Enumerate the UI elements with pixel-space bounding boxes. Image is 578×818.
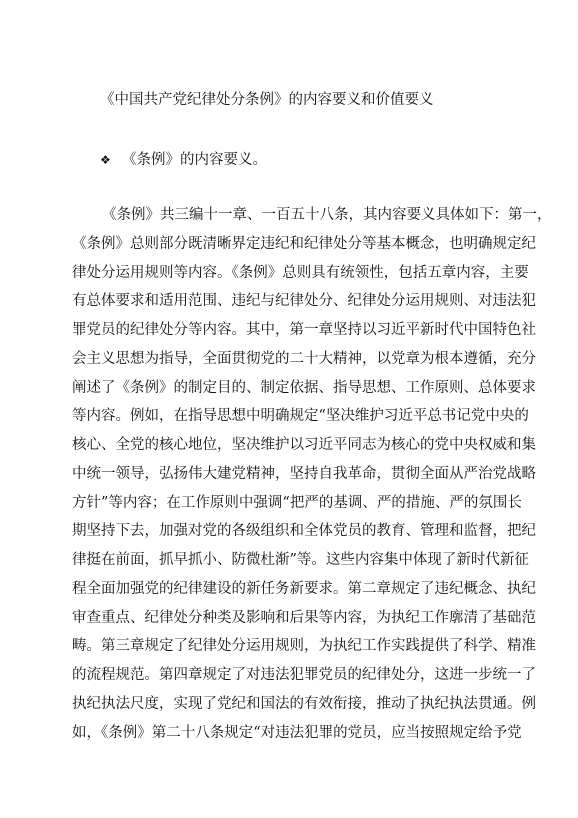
section-heading bbox=[100, 150, 267, 170]
paragraph-line: 期坚持下去，加强对党的各级组织和全体党员的教育、管理和监督，把纪 bbox=[72, 523, 536, 540]
diamond-bullet-icon: ❖ bbox=[100, 153, 111, 167]
paragraph-line: 方针”等内容；在工作原则中强调“把严的基调、严的措施、严的氛围长 bbox=[72, 494, 522, 511]
section-heading-text: 《条例》的内容要义。 bbox=[122, 152, 267, 168]
paragraph-line: 会主义思想为指导，全面贯彻党的二十大精神，以党章为根本遵循，充分 bbox=[72, 350, 536, 367]
paragraph-line: 程全面加强党的纪律建设的新任务新要求。第二章规定了违纪概念、执纪 bbox=[72, 580, 536, 597]
paragraph-line: 核心、全党的核心地位，坚决维护以习近平同志为核心的党中央权威和集 bbox=[72, 437, 536, 453]
paragraph-line: 《条例》共三编十一章、一百五十八条，其内容要义具体如下：第一， bbox=[102, 207, 552, 223]
paragraph-line: 畴。第三章规定了纪律处分运用规则，为执纪工作实践提供了科学、精准 bbox=[72, 638, 536, 655]
paragraph-line: 中统一领导，弘扬伟大建党精神，坚持自我革命，贯彻全面从严治党战略 bbox=[72, 465, 536, 482]
paragraph-line: 律处分运用规则等内容。《条例》总则具有统领性，包括五章内容，主要 bbox=[72, 264, 529, 281]
paragraph-line: 律挺在前面，抓早抓小、防微杜渐”等。这些内容集中体现了新时代新征 bbox=[72, 552, 529, 568]
paragraph-line: 审查重点、纪律处分种类及影响和后果等内容，为执纪工作廓清了基础范 bbox=[72, 609, 536, 626]
paragraph-line: 等内容。例如，在指导思想中明确规定“坚决维护习近平总书记党中央的 bbox=[72, 408, 529, 425]
paragraph-line: 的流程规范。第四章规定了对违法犯罪党员的纪律处分，这进一步统一了 bbox=[72, 667, 536, 683]
paragraph-line: 执纪执法尺度，实现了党纪和国法的有效衔接，推动了执纪执法贯通。例 bbox=[72, 695, 536, 712]
document-title: 《中国共产党纪律处分条例》的内容要义和价值要义 bbox=[100, 92, 434, 108]
paragraph-line: 《条例》总则部分既清晰界定违纪和纪律处分等基本概念，也明确规定纪 bbox=[72, 235, 536, 252]
paragraph-line: 如，《条例》第二十八条规定“对违法犯罪的党员，应当按照规定给予党 bbox=[72, 724, 522, 741]
paragraph-line: 阐述了《条例》的制定目的、制定依据、指导思想、工作原则、总体要求 bbox=[72, 379, 536, 396]
paragraph-line: 有总体要求和适用范围、违纪与纪律处分、纪律处分运用规则、对违法犯 bbox=[72, 293, 536, 310]
paragraph-line: 罪党员的纪律处分等内容。其中，第一章坚持以习近平新时代中国特色社 bbox=[72, 322, 536, 338]
body-paragraph bbox=[72, 201, 552, 747]
